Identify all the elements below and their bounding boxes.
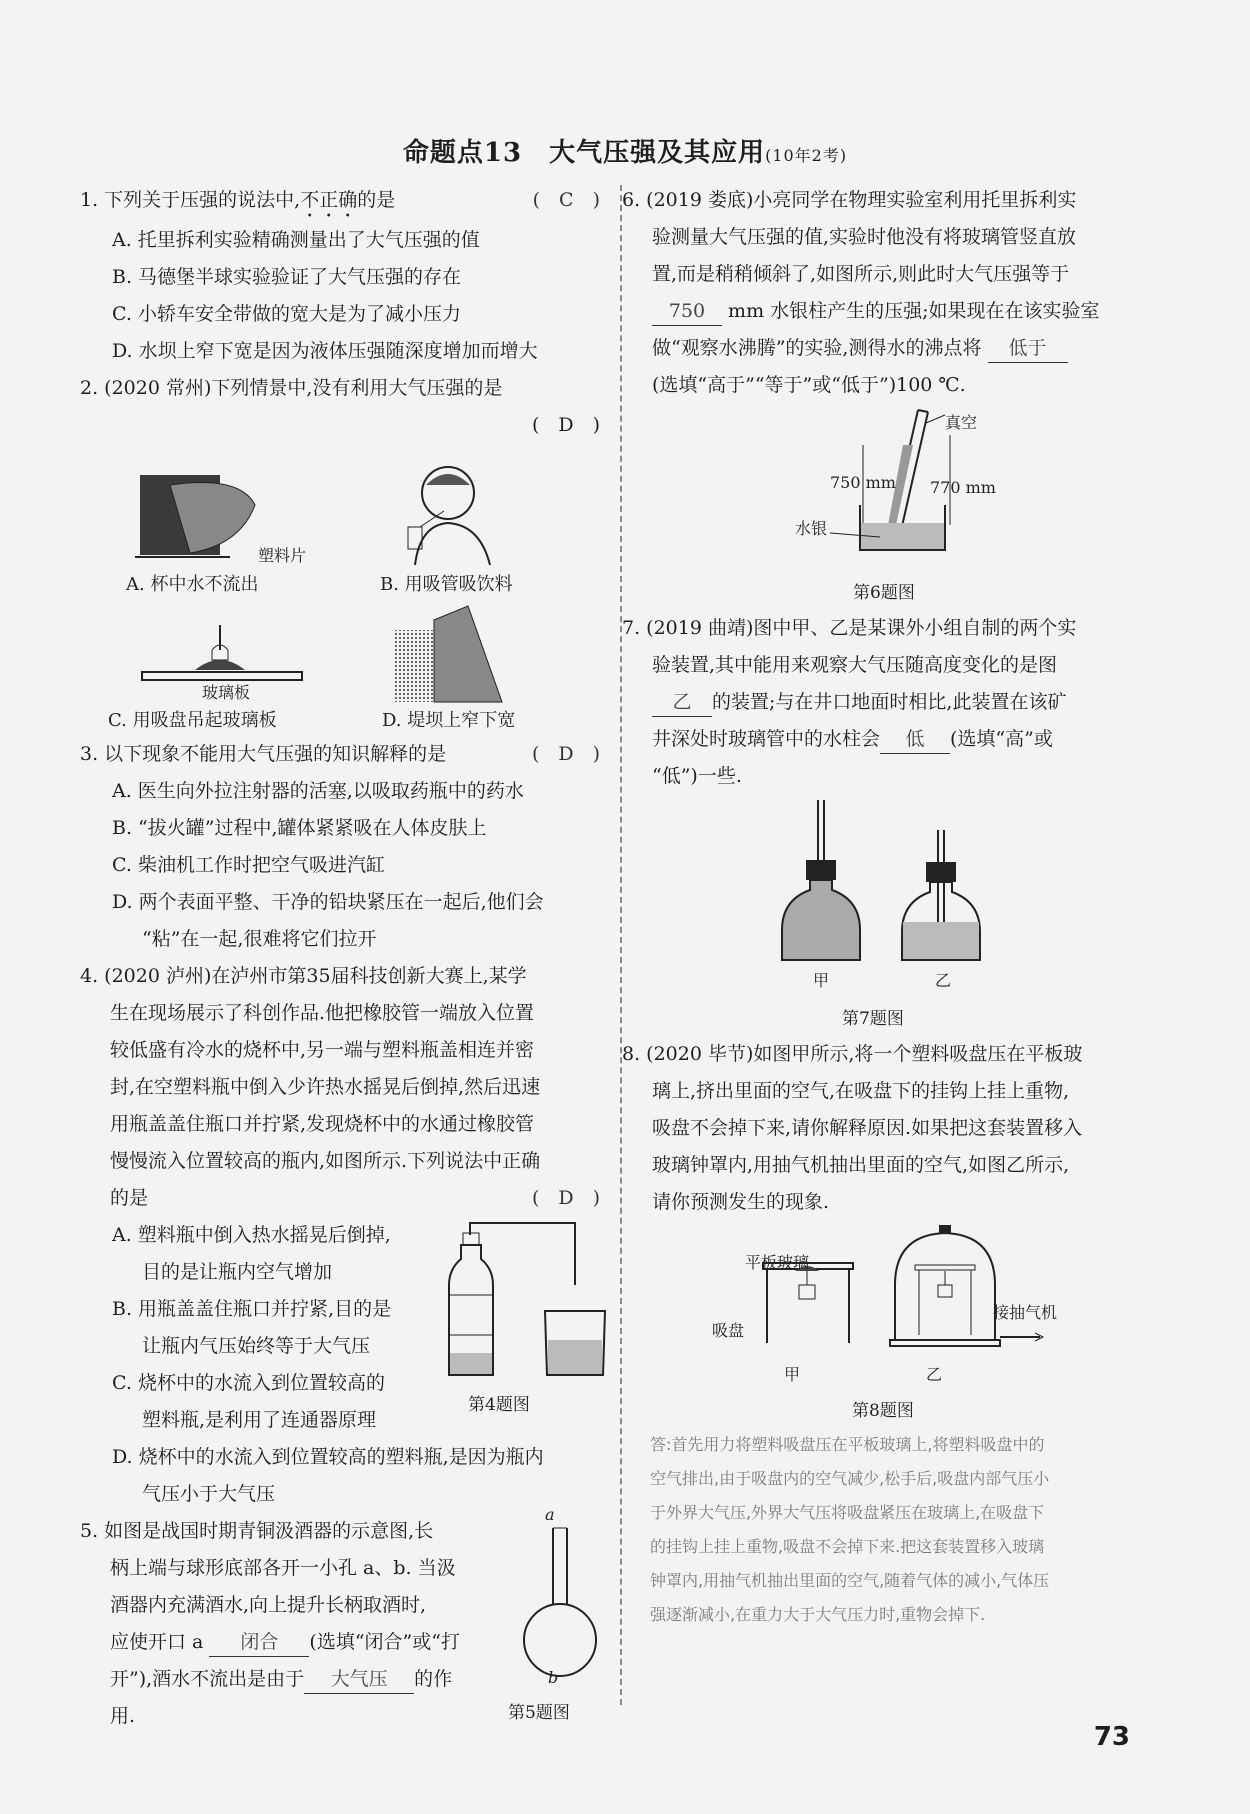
q8-label-jia: 甲	[784, 1365, 801, 1384]
right-column	[622, 182, 1142, 404]
question-2	[80, 370, 600, 444]
q7-label-jia: 甲	[813, 971, 830, 990]
q2-figure-b	[400, 455, 510, 565]
q6-caption: 第6题图	[853, 583, 915, 603]
q6-line-4: mm 水银柱产生的压强;如果现在在该实验室	[728, 300, 1100, 322]
q2-label-plastic: 塑料片	[258, 546, 307, 565]
q5-line-1: 5. 如图是战国时期青铜汲酒器的示意图,长	[80, 1520, 434, 1542]
q5-caption: 第5题图	[508, 1703, 570, 1723]
q1-answer: ( C )	[532, 189, 600, 211]
right-column-q7	[622, 610, 1142, 795]
q6-label-vacuum: 真空	[945, 413, 978, 432]
q5-figure	[520, 1510, 600, 1685]
q6-blank-1: 750	[652, 297, 722, 326]
q8-label-sucker: 吸盘	[712, 1321, 745, 1340]
q5-blank-2: 大气压	[304, 1665, 414, 1694]
question-6	[622, 182, 1142, 404]
q5-line-6: 用.	[110, 1705, 136, 1727]
q7-figure	[780, 790, 1000, 965]
q8-line-2: 璃上,挤出里面的空气,在吸盘下的挂钩上挂上重物,	[652, 1080, 1070, 1102]
q2-answer: ( D )	[531, 414, 600, 436]
q8-line-5: 请你预测发生的现象.	[652, 1191, 830, 1213]
section-title	[0, 132, 1250, 169]
q4-option-d: D. 烧杯中的水流入到位置较高的塑料瓶,是因为瓶内	[112, 1446, 544, 1468]
q6-label-mercury: 水银	[795, 519, 828, 538]
q8-label-pump: 接抽气机	[993, 1303, 1058, 1322]
question-7	[622, 610, 1142, 795]
q8-answer-line-1: 答:首先用力将塑料吸盘压在平板玻璃上,将塑料吸盘中的	[650, 1435, 1045, 1454]
q6-line-2: 验测量大气压强的值,实验时他没有将玻璃管竖直放	[652, 226, 1077, 248]
q6-line-1: 6. (2019 娄底)小亮同学在物理实验室利用托里拆利实	[622, 189, 1077, 211]
q4-line-3: 较低盛有冷水的烧杯中,另一端与塑料瓶盖相连并密	[110, 1039, 535, 1061]
q6-line-5: 做“观察水沸腾”的实验,测得水的沸点将	[652, 337, 982, 359]
q5-blank-1: 闭合	[209, 1628, 309, 1657]
q2-label-glass: 玻璃板	[202, 683, 251, 702]
q1-stem: 1. 下列关于压强的说法中,	[80, 189, 301, 211]
q7-blank-1: 乙	[652, 688, 712, 717]
q6-blank-2: 低于	[988, 334, 1068, 363]
q7-line-3: 的装置;与在井口地面时相比,此装置在该矿	[712, 691, 1067, 713]
q5-line-4-end: (选填“闭合”或“打	[309, 1631, 460, 1653]
q4-option-a: A. 塑料瓶中倒入热水摇晃后倒掉,	[112, 1224, 391, 1246]
q4-line-5: 用瓶盖盖住瓶口并拧紧,发现烧杯中的水通过橡胶管	[110, 1113, 535, 1135]
q6-label-770: 770 mm	[930, 478, 996, 497]
question-1	[80, 182, 600, 370]
q7-line-4: 井深处时玻璃管中的水柱会	[652, 728, 881, 750]
q4-option-a-cont: 目的是让瓶内空气增加	[142, 1261, 333, 1283]
q4-line-2: 生在现场展示了科创作品.他把橡胶管一端放入位置	[110, 1002, 535, 1024]
q8-answer	[650, 1428, 1150, 1632]
q3-option-c: C. 柴油机工作时把空气吸进汽缸	[112, 854, 385, 876]
q2-option-d: D. 堤坝上窄下宽	[382, 710, 516, 731]
q4-option-c: C. 烧杯中的水流入到位置较高的	[112, 1372, 385, 1394]
q6-line-6: (选填“高于”“等于”或“低于”)100 ℃.	[652, 374, 966, 396]
q6-label-750: 750 mm	[830, 473, 896, 492]
left-column	[80, 182, 600, 444]
q3-stem: 3. 以下现象不能用大气压强的知识解释的是	[80, 743, 447, 765]
column-divider	[620, 185, 622, 1705]
question-5	[80, 1513, 510, 1735]
q3-option-d: D. 两个表面平整、干净的铅块紧压在一起后,他们会	[112, 891, 544, 913]
q8-answer-line-3: 于外界大气压,外界大气压将吸盘紧压在玻璃上,在吸盘下	[650, 1503, 1045, 1522]
q8-caption: 第8题图	[852, 1401, 914, 1421]
q7-line-5: “低”)一些.	[652, 765, 742, 787]
q1-option-d: D. 水坝上窄下宽是因为液体压强随深度增加而增大	[112, 340, 538, 362]
q2-option-c: C. 用吸盘吊起玻璃板	[108, 710, 277, 731]
page-number: 73	[1093, 1722, 1130, 1752]
q5-line-3: 酒器内充满酒水,向上提升长柄取酒时,	[110, 1594, 427, 1616]
title-text: 命题点13 大气压强及其应用	[402, 138, 766, 168]
q3-option-d-cont: “粘”在一起,很难将它们拉开	[142, 928, 377, 950]
q4-line-6: 慢慢流入位置较高的瓶内,如图所示.下列说法中正确	[110, 1150, 541, 1172]
q4-option-c-cont: 塑料瓶,是利用了连通器原理	[142, 1409, 377, 1431]
q2-option-a: A. 杯中水不流出	[126, 574, 259, 595]
right-column-q8	[622, 1036, 1142, 1221]
q5-label-a: a	[545, 1505, 555, 1524]
q5-line-4: 应使开口 a	[110, 1631, 204, 1653]
q8-answer-line-2: 空气排出,由于吸盘内的空气减少,松手后,吸盘内部气压小	[650, 1469, 1050, 1488]
q7-line-4-end: (选填“高”或	[950, 728, 1053, 750]
q1-option-b: B. 马德堡半球实验验证了大气压强的存在	[112, 266, 462, 288]
q8-answer-line-4: 的挂钩上挂上重物,吸盘不会掉下来.把这套装置移入玻璃	[650, 1537, 1045, 1556]
q5-line-5-end: 的作	[414, 1668, 453, 1690]
q4-caption: 第4题图	[468, 1395, 530, 1415]
q7-label-yi: 乙	[935, 971, 952, 990]
q5-label-b: b	[548, 1668, 559, 1687]
q7-caption: 第7题图	[842, 1009, 904, 1029]
q4-answer: ( D )	[531, 1187, 600, 1209]
q8-figure	[755, 1225, 1045, 1365]
q8-answer-line-6: 强逐渐减小,在重力大于大气压力时,重物会掉下.	[650, 1605, 986, 1624]
q7-blank-2: 低	[880, 725, 950, 754]
q8-line-4: 玻璃钟罩内,用抽气机抽出里面的空气,如图乙所示,	[652, 1154, 1070, 1176]
q7-line-2: 验装置,其中能用来观察大气压随高度变化的是图	[652, 654, 1058, 676]
q4-line-7: 的是	[110, 1187, 149, 1209]
q4-line-4: 封,在空塑料瓶中倒入少许热水摇晃后倒掉,然后迅速	[110, 1076, 541, 1098]
q2-figure-d	[390, 600, 520, 705]
q3-option-b: B. “拔火罐”过程中,罐体紧紧吸在人体皮肤上	[112, 817, 487, 839]
q4-figure	[445, 1215, 610, 1385]
q3-option-a: A. 医生向外拉注射器的活塞,以吸取药瓶中的药水	[112, 780, 524, 802]
q8-answer-line-5: 钟罩内,用抽气机抽出里面的空气,随着气体的减小,气体压	[650, 1571, 1050, 1590]
q8-label-yi: 乙	[926, 1365, 943, 1384]
q3-answer: ( D )	[531, 743, 600, 765]
q4-line-1: 4. (2020 泸州)在泸州市第35届科技创新大赛上,某学	[80, 965, 527, 987]
q8-line-1: 8. (2020 毕节)如图甲所示,将一个塑料吸盘压在平板玻	[622, 1043, 1083, 1065]
q5-line-2: 柄上端与球形底部各开一小孔 a、b. 当汲	[110, 1557, 456, 1579]
title-sub: (10年2考)	[765, 146, 848, 165]
question-3	[80, 736, 600, 958]
q1-option-a: A. 托里拆利实验精确测量出了大气压强的值	[112, 229, 480, 251]
q4-option-b: B. 用瓶盖盖住瓶口并拧紧,目的是	[112, 1298, 392, 1320]
q5-line-5: 开”),酒水不流出是由于	[110, 1668, 305, 1690]
q8-line-3: 吸盘不会掉下来,请你解释原因.如果把这套装置移入	[652, 1117, 1083, 1139]
q2-option-b: B. 用吸管吸饮料	[380, 574, 513, 595]
q4-option-d-cont: 气压小于大气压	[142, 1483, 276, 1505]
q1-stem-end: 的是	[357, 189, 396, 211]
q1-option-c: C. 小轿车安全带做的宽大是为了减小压力	[112, 303, 461, 325]
q8-label-glass: 平板玻璃	[745, 1253, 810, 1272]
q6-line-3: 置,而是稍稍倾斜了,如图所示,则此时大气压强等于	[652, 263, 1070, 285]
q1-emphasis: 不正确	[300, 189, 358, 211]
q4-option-b-cont: 让瓶内气压始终等于大气压	[142, 1335, 371, 1357]
q7-line-1: 7. (2019 曲靖)图中甲、乙是某课外小组自制的两个实	[622, 617, 1077, 639]
question-8	[622, 1036, 1142, 1221]
q2-stem: 2. (2020 常州)下列情景中,没有利用大气压强的是	[80, 377, 503, 399]
